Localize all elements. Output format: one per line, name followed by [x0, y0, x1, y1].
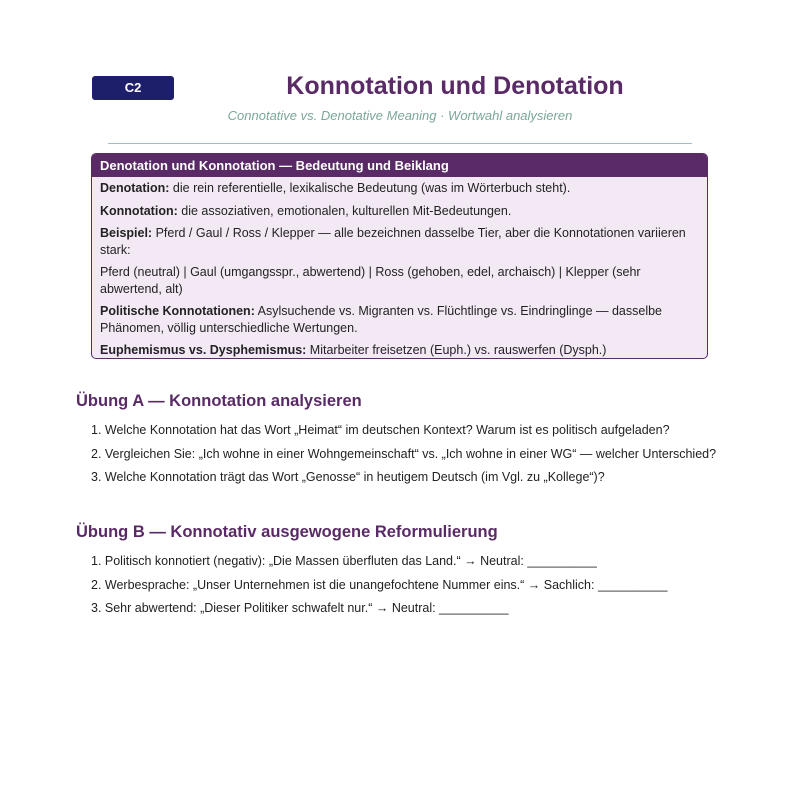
title-divider [108, 143, 692, 144]
definition-konnotation [100, 203, 699, 220]
example-beispiel [100, 225, 699, 258]
exercise-b-item-3: 3. Sehr abwertend: „Dieser Politiker schwafelt nur.“ → Neutral: __________ [91, 601, 509, 615]
row-text: die assoziativen, emotionalen, kulturellen Mit-Bedeutungen. [177, 203, 512, 218]
example-horse-words [100, 264, 699, 297]
page-title: Konnotation und Denotation [286, 72, 624, 100]
exercise-a-item-3: 3. Welche Konnotation trägt das Wort „Genosse“ in heutigem Deutsch (im Vgl. zu „Kollege“)? [91, 470, 605, 484]
exercise-a-heading: Übung A — Konnotation analysieren [76, 392, 362, 410]
euphemism-dysphemism [100, 342, 699, 359]
exercise-b-heading: Übung B — Konnotativ ausgewogene Reformulierung [76, 523, 498, 541]
exercise-a-list [91, 422, 731, 493]
exercise-b-item-1: 1. Politisch konnotiert (negativ): „Die Massen überfluten das Land.“ → Neutral: __________ [91, 554, 597, 568]
definition-box [91, 153, 708, 359]
row-text: Mitarbeiter freisetzen (Euph.) vs. rauswerfen (Dysph.) [306, 343, 607, 357]
row-label: Beispiel: [100, 226, 153, 240]
row-text: die rein referentielle, lexikalische Bedeutung (was im Wörterbuch steht). [169, 181, 571, 195]
row-text: Pferd (neutral) | Gaul (umgangsspr., abwertend) | Ross (gehoben, edel, archaisch) | Klepper (sehr abwertend, alt) [100, 265, 641, 296]
row-label: Politische Konnotationen: [100, 304, 255, 318]
exercise-b-list [91, 553, 731, 624]
exercise-a-item-1: 1. Welche Konnotation hat das Wort „Heimat“ im deutschen Kontext? Warum ist es politisch aufgeladen? [91, 423, 670, 437]
definition-box-body [92, 177, 707, 359]
page-subtitle: Connotative vs. Denotative Meaning · Wortwahl analysieren [227, 108, 573, 123]
row-label: Euphemismus vs. Dysphemismus: [100, 343, 307, 357]
row-text: Pferd / Gaul / Ross / Klepper — alle bezeichnen dasselbe Tier, aber die Konnotationen variieren stark: [100, 226, 686, 257]
definition-denotation [100, 180, 699, 197]
definition-box-header: Denotation und Konnotation — Bedeutung und Beiklang [92, 154, 707, 177]
exercise-a-item-2: 2. Vergleichen Sie: „Ich wohne in einer Wohngemeinschaft“ vs. „Ich wohne in einer WG“ — welcher Unterschied? [91, 446, 717, 461]
row-label: Konnotation: [100, 203, 178, 218]
row-label: Denotation: [100, 181, 170, 195]
exercise-b-item-2: 2. Werbesprache: „Unser Unternehmen ist die unangefochtene Nummer eins.“ → Sachlich: __________ [91, 577, 668, 592]
political-connotations [100, 303, 699, 336]
level-badge: C2 [92, 76, 174, 100]
row-text: Asylsuchende vs. Migranten vs. Flüchtlinge vs. Eindringlinge — dasselbe Phänomen, völlig unterschiedliche Wertungen. [100, 304, 663, 335]
